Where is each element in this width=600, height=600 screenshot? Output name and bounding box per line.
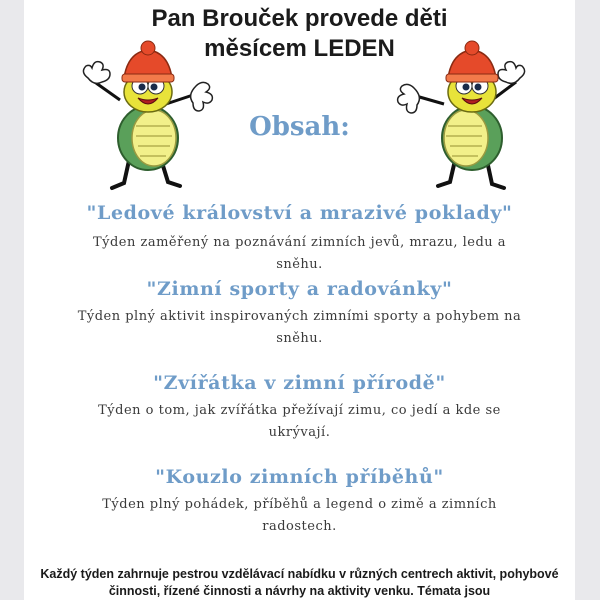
week-4-description: Týden plný pohádek, příběhů a legend o zimě a zimních radostech. xyxy=(102,497,497,534)
week-4-title: "Kouzlo zimních příběhů" xyxy=(155,466,444,488)
week-3-description: Týden o tom, jak zvířátka přežívají zimu, co jedí a kde se ukrývají. xyxy=(98,403,501,440)
document-page xyxy=(24,0,575,600)
page-title-line1: Pan Brouček provede děti xyxy=(151,5,448,32)
week-3-title: "Zvířátka v zimní přírodě" xyxy=(153,372,446,394)
contents-heading: Obsah: xyxy=(249,112,350,142)
week-1-title: "Ledové království a mrazivé poklady" xyxy=(86,202,513,224)
summary-text: Každý týden zahrnuje pestrou vzdělávací nabídku v různých centrech aktivit, pohybové činnosti, řízené činnosti a návrhy na aktivity venku. Témata jsou xyxy=(40,567,559,598)
week-2-description: Týden plný aktivit inspirovaných zimními sporty a pohybem na sněhu. xyxy=(77,309,522,346)
week-1-description: Týden zaměřený na poznávání zimních jevů, mrazu, ledu a sněhu. xyxy=(92,235,507,272)
week-2-title: "Zimní sporty a radovánky" xyxy=(146,278,453,300)
page-title-line2: měsícem LEDEN xyxy=(204,35,395,62)
